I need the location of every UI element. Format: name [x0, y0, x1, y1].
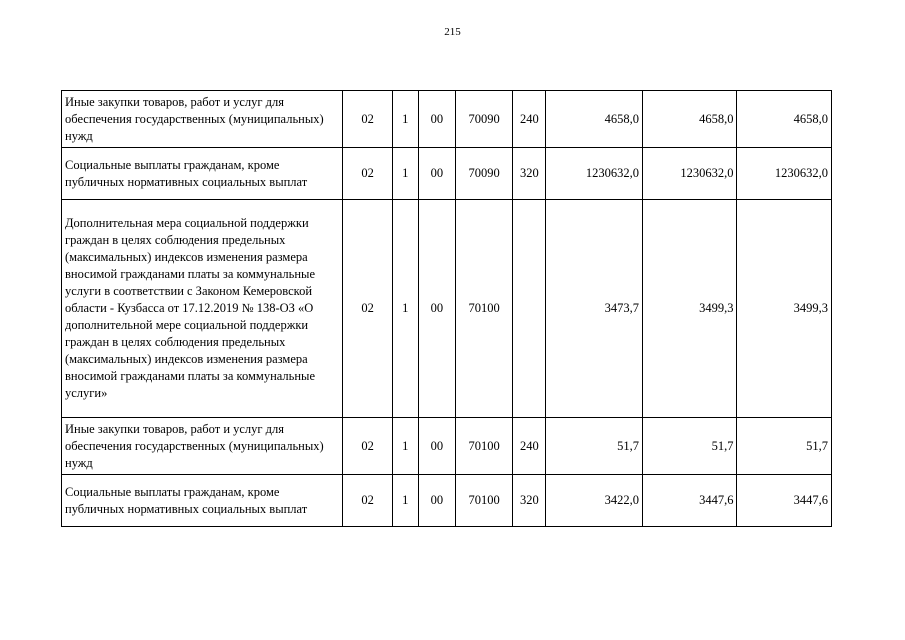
program-code: 1: [392, 475, 418, 527]
section-code: 02: [343, 148, 392, 200]
expense-type-code: 320: [513, 148, 546, 200]
row-description: Иные закупки товаров, работ и услуг для обеспечения государственных (муниципальных) нужд: [62, 91, 343, 148]
table-row: [62, 200, 832, 418]
section-code: 02: [343, 91, 392, 148]
amount-year-2: 1230632,0: [642, 148, 736, 200]
amount-year-1: 1230632,0: [546, 148, 643, 200]
table-row: [62, 148, 832, 200]
amount-year-2: 51,7: [642, 418, 736, 475]
budget-table: [61, 90, 832, 527]
amount-year-1: 3422,0: [546, 475, 643, 527]
amount-year-2: 3447,6: [642, 475, 736, 527]
program-code: 1: [392, 200, 418, 418]
amount-year-3: 1230632,0: [737, 148, 832, 200]
table-row: [62, 418, 832, 475]
amount-year-2: 4658,0: [642, 91, 736, 148]
subprogram-code: 00: [418, 418, 455, 475]
row-description: Социальные выплаты гражданам, кроме публичных нормативных социальных выплат: [62, 148, 343, 200]
subprogram-code: 00: [418, 148, 455, 200]
amount-year-3: 4658,0: [737, 91, 832, 148]
table-row: [62, 91, 832, 148]
page-number: 215: [444, 26, 461, 38]
expense-type-code: 320: [513, 475, 546, 527]
expense-type-code: 240: [513, 418, 546, 475]
row-description: Иные закупки товаров, работ и услуг для обеспечения государственных (муниципальных) нужд: [62, 418, 343, 475]
subprogram-code: 00: [418, 475, 455, 527]
direction-code: 70100: [456, 475, 513, 527]
amount-year-3: 3499,3: [737, 200, 832, 418]
amount-year-3: 51,7: [737, 418, 832, 475]
direction-code: 70090: [456, 91, 513, 148]
row-description: Социальные выплаты гражданам, кроме публичных нормативных социальных выплат: [62, 475, 343, 527]
subprogram-code: 00: [418, 200, 455, 418]
section-code: 02: [343, 200, 392, 418]
program-code: 1: [392, 91, 418, 148]
amount-year-1: 3473,7: [546, 200, 643, 418]
section-code: 02: [343, 418, 392, 475]
table-row: [62, 475, 832, 527]
section-code: 02: [343, 475, 392, 527]
amount-year-1: 4658,0: [546, 91, 643, 148]
direction-code: 70090: [456, 148, 513, 200]
subprogram-code: 00: [418, 91, 455, 148]
expense-type-code: 240: [513, 91, 546, 148]
program-code: 1: [392, 418, 418, 475]
amount-year-3: 3447,6: [737, 475, 832, 527]
direction-code: 70100: [456, 418, 513, 475]
direction-code: 70100: [456, 200, 513, 418]
amount-year-1: 51,7: [546, 418, 643, 475]
program-code: 1: [392, 148, 418, 200]
amount-year-2: 3499,3: [642, 200, 736, 418]
expense-type-code: [513, 200, 546, 418]
row-description: Дополнительная мера социальной поддержки граждан в целях соблюдения предельных (максимальных) индексов изменения размера вносимой гражданами платы за коммунальные услуги в соответствии с Законом Кемеровской области - Кузбасса от 17.12.2019 № 138-ОЗ «О дополнительной мере социальной поддержки граждан в целях соблюдения предельных (максимальных) индексов изменения размера вносимой гражданами платы за коммунальные услуги»: [62, 200, 343, 418]
